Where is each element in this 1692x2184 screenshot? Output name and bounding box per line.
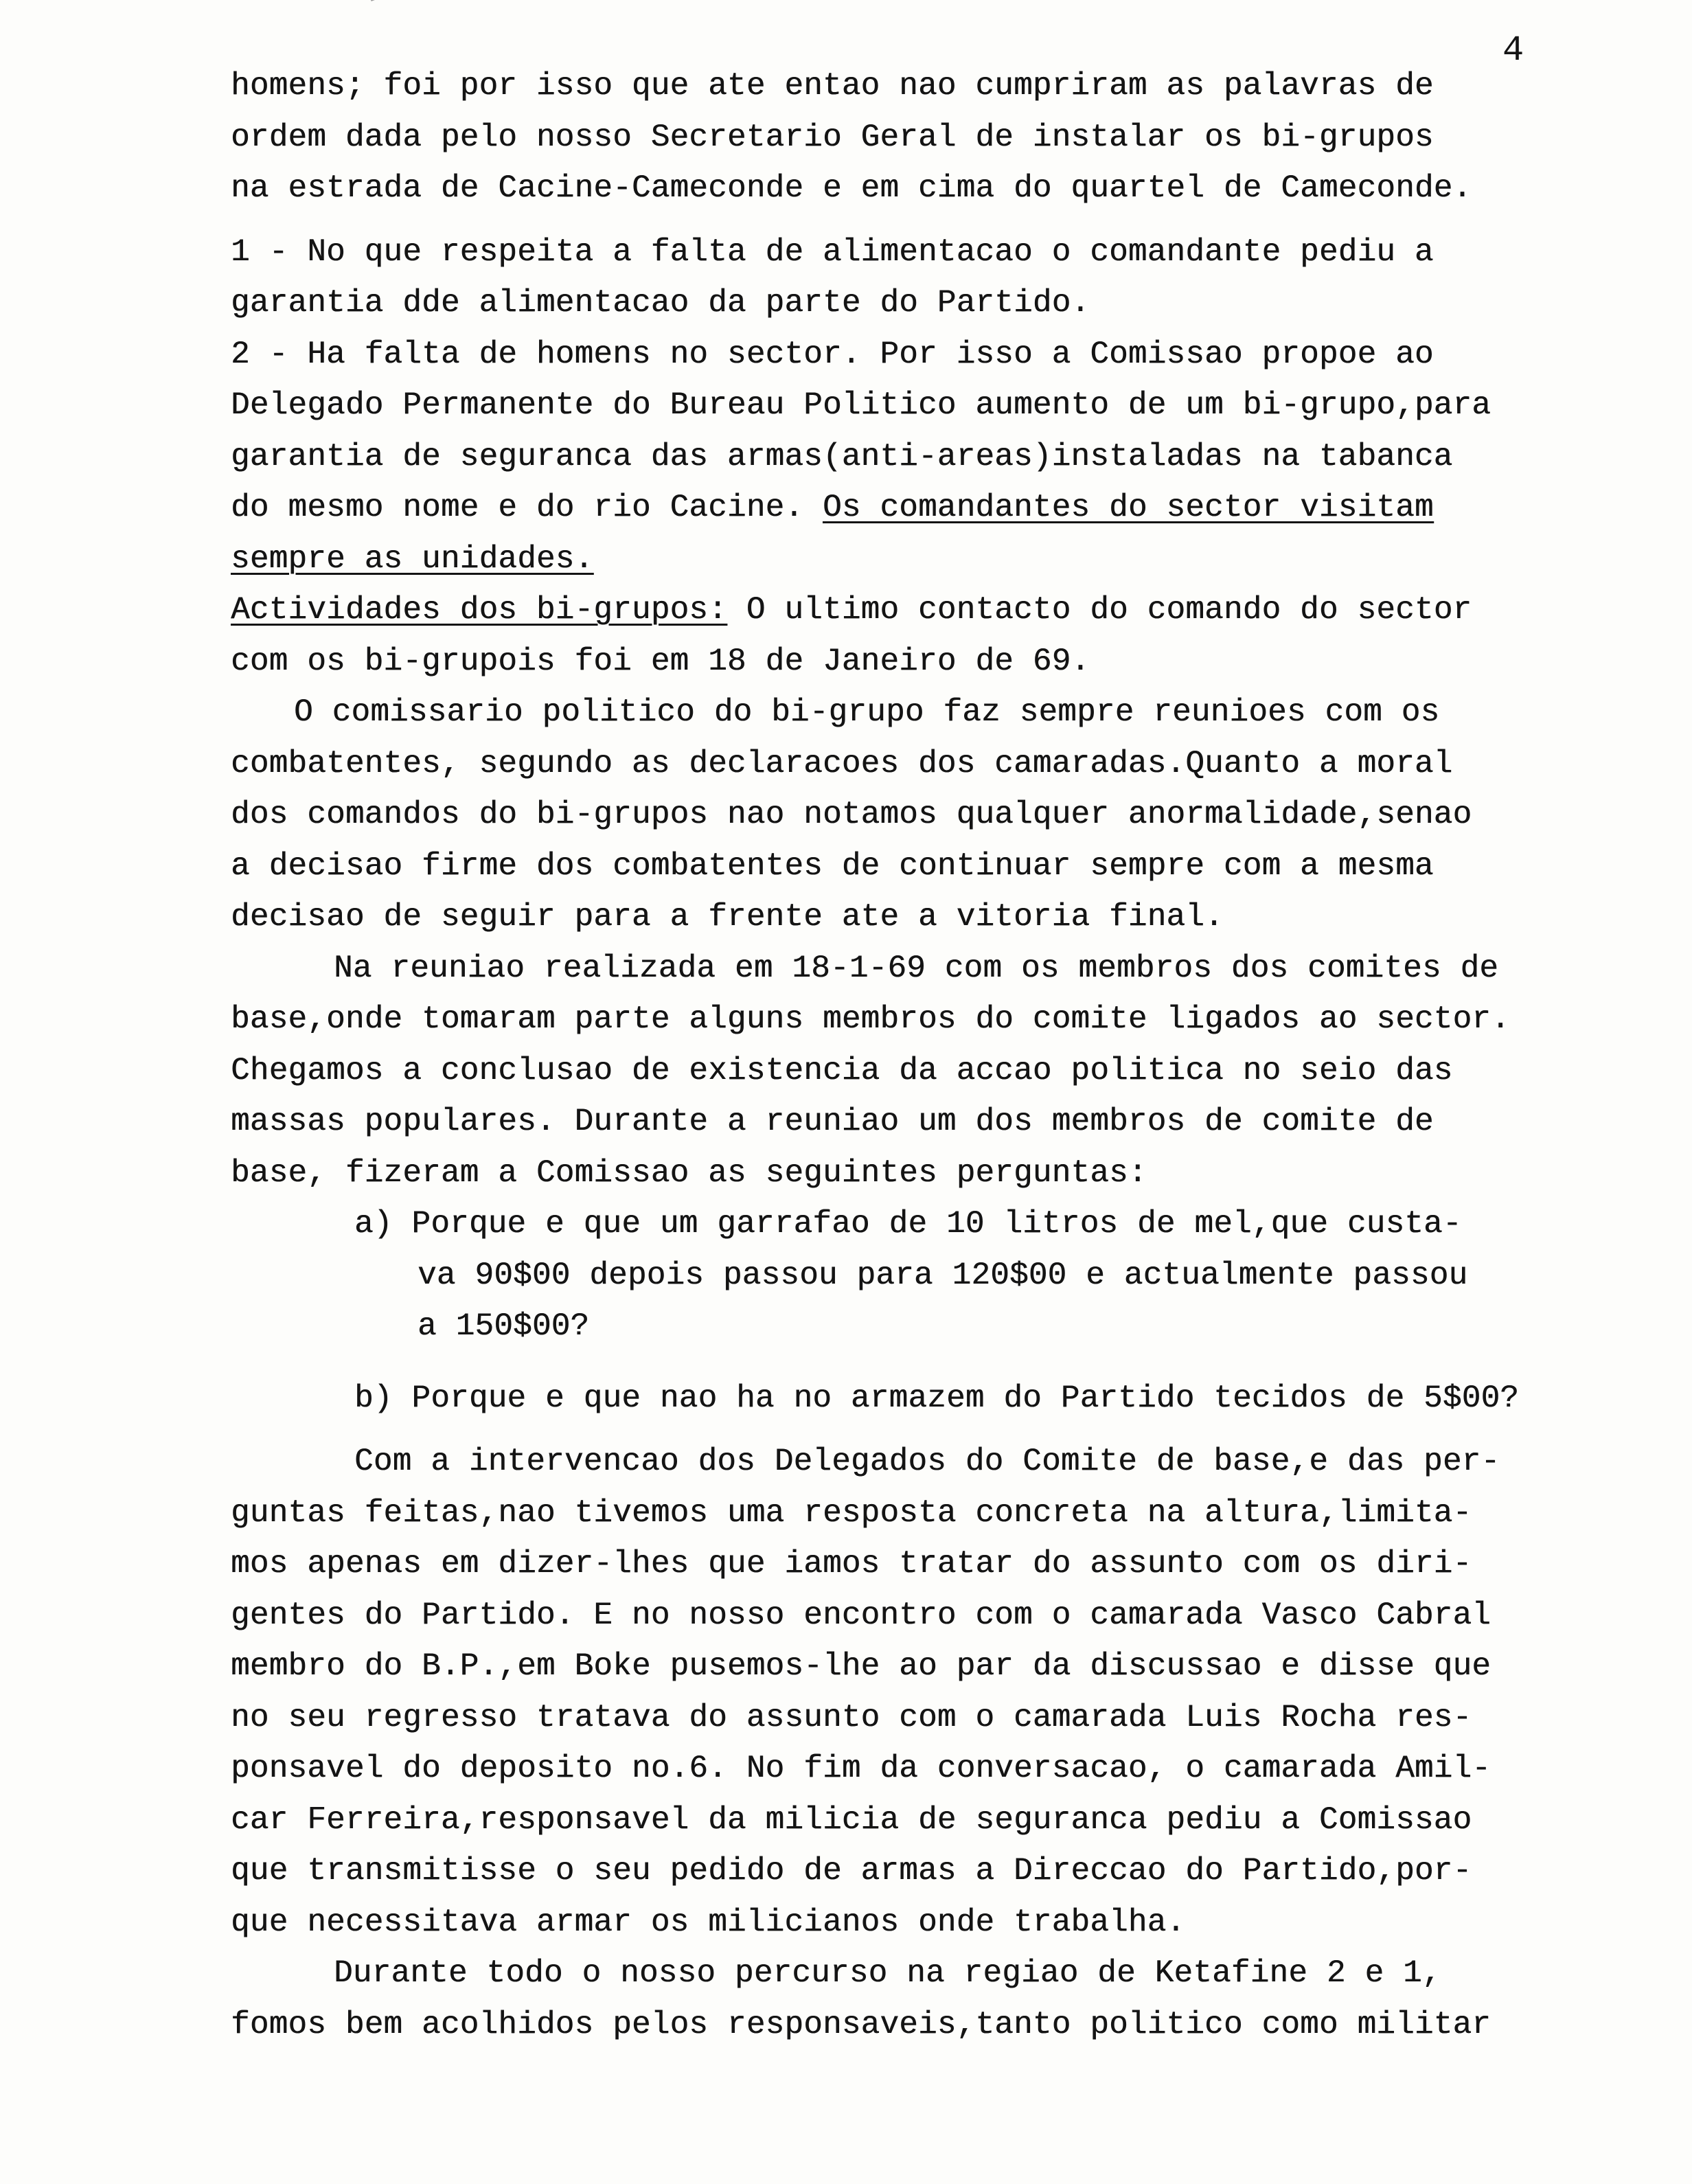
text-line [231,534,1632,585]
text-line: garantia dde alimentacao da parte do Partido. [231,285,1090,321]
text-line: 1 - No que respeita a falta de alimentacao o comandante pediu a [231,234,1434,270]
text-line: base, fizeram a Comissao as seguintes perguntas: [231,1154,1147,1191]
text-line: com os bi-grupois foi em 18 de Janeiro de 69. [231,643,1090,679]
underlined-text: sempre as unidades. [231,541,594,577]
question-a-line: a 150$00? [418,1308,590,1344]
text-line: na estrada de Cacine-Cameconde e em cima do quartel de Cameconde. [231,170,1472,206]
question-a-line: va 90$00 depois passou para 120$00 e actualmente passou [418,1257,1468,1293]
text-line: decisao de seguir para a frente ate a vitoria final. [231,899,1224,935]
pen-mark [371,0,427,13]
text-line: no seu regresso tratava do assunto com o camarada Luis Rocha res- [231,1699,1472,1736]
text-line: car Ferreira,responsavel da milicia de seguranca pediu a Comissao [231,1801,1472,1838]
text-line: fomos bem acolhidos pelos responsaveis,tanto politico como militar [231,2006,1491,2043]
paragraph-start-line: O comissario politico do bi-grupo faz sempre reunioes com os [294,694,1440,730]
paragraph-start-line: Com a intervencao dos Delegados do Comite de base,e das per- [354,1444,1500,1479]
text-line: base,onde tomaram parte alguns membros do comite ligados ao sector. [231,1001,1510,1037]
text-line: massas populares. Durante a reuniao um dos membros de comite de [231,1104,1434,1139]
text-line [231,482,1632,534]
paragraph-start-line: Durante todo o nosso percurso na regiao de Ketafine 2 e 1, [334,1955,1441,1991]
section-heading: Actividades dos bi-grupos: [231,592,727,628]
text-line: gentes do Partido. E no nosso encontro com o camarada Vasco Cabral [231,1597,1491,1633]
text-line: Chegamos a conclusao de existencia da accao politica no seio das [231,1052,1453,1089]
document-body [231,60,1632,2050]
text-line: dos comandos do bi-grupos nao notamos qualquer anormalidade,senao [231,797,1472,832]
text-line: mos apenas em dizer-lhes que iamos tratar do assunto com os diri- [231,1546,1472,1582]
paragraph-start-line: Na reuniao realizada em 18-1-69 com os membros dos comites de [334,950,1499,986]
text-line: que transmitisse o seu pedido de armas a Direccao do Partido,por- [231,1853,1472,1889]
text-fragment: O ultimo contacto do comando do sector [727,592,1472,628]
text-line: Delegado Permanente do Bureau Politico aumento de um bi-grupo,para [231,387,1491,423]
question-b-line: b) Porque e que nao ha no armazem do Partido tecidos de 5$00? [354,1380,1520,1416]
page-number: 4 [1502,30,1524,71]
underlined-text: Os comandantes do sector visitam [822,490,1434,525]
text-line: ponsavel do deposito no.6. No fim da conversacao, o camarada Amil- [231,1751,1491,1786]
text-line: garantia de seguranca das armas(anti-areas)instaladas na tabanca [231,438,1453,475]
text-line: que necessitava armar os milicianos onde trabalha. [231,1904,1186,1940]
text-line: membro do B.P.,em Boke pusemos-lhe ao par da discussao e disse que [231,1648,1491,1684]
question-a-line: a) Porque e que um garrafao de 10 litros de mel,que custa- [354,1206,1462,1242]
text-line: combatentes, segundo as declaracoes dos camaradas.Quanto a moral [231,745,1453,782]
text-line: ordem dada pelo nosso Secretario Geral de instalar os bi-grupos [231,119,1434,155]
text-line: guntas feitas,nao tivemos uma resposta concreta na altura,limita- [231,1494,1472,1531]
text-line: a decisao firme dos combatentes de continuar sempre com a mesma [231,848,1434,884]
text-line [231,584,1632,636]
text-line: homens; foi por isso que ate entao nao cumpriram as palavras de [231,68,1434,104]
text-fragment: do mesmo nome e do rio Cacine. [231,490,823,525]
text-line: 2 - Ha falta de homens no sector. Por isso a Comissao propoe ao [231,336,1434,372]
